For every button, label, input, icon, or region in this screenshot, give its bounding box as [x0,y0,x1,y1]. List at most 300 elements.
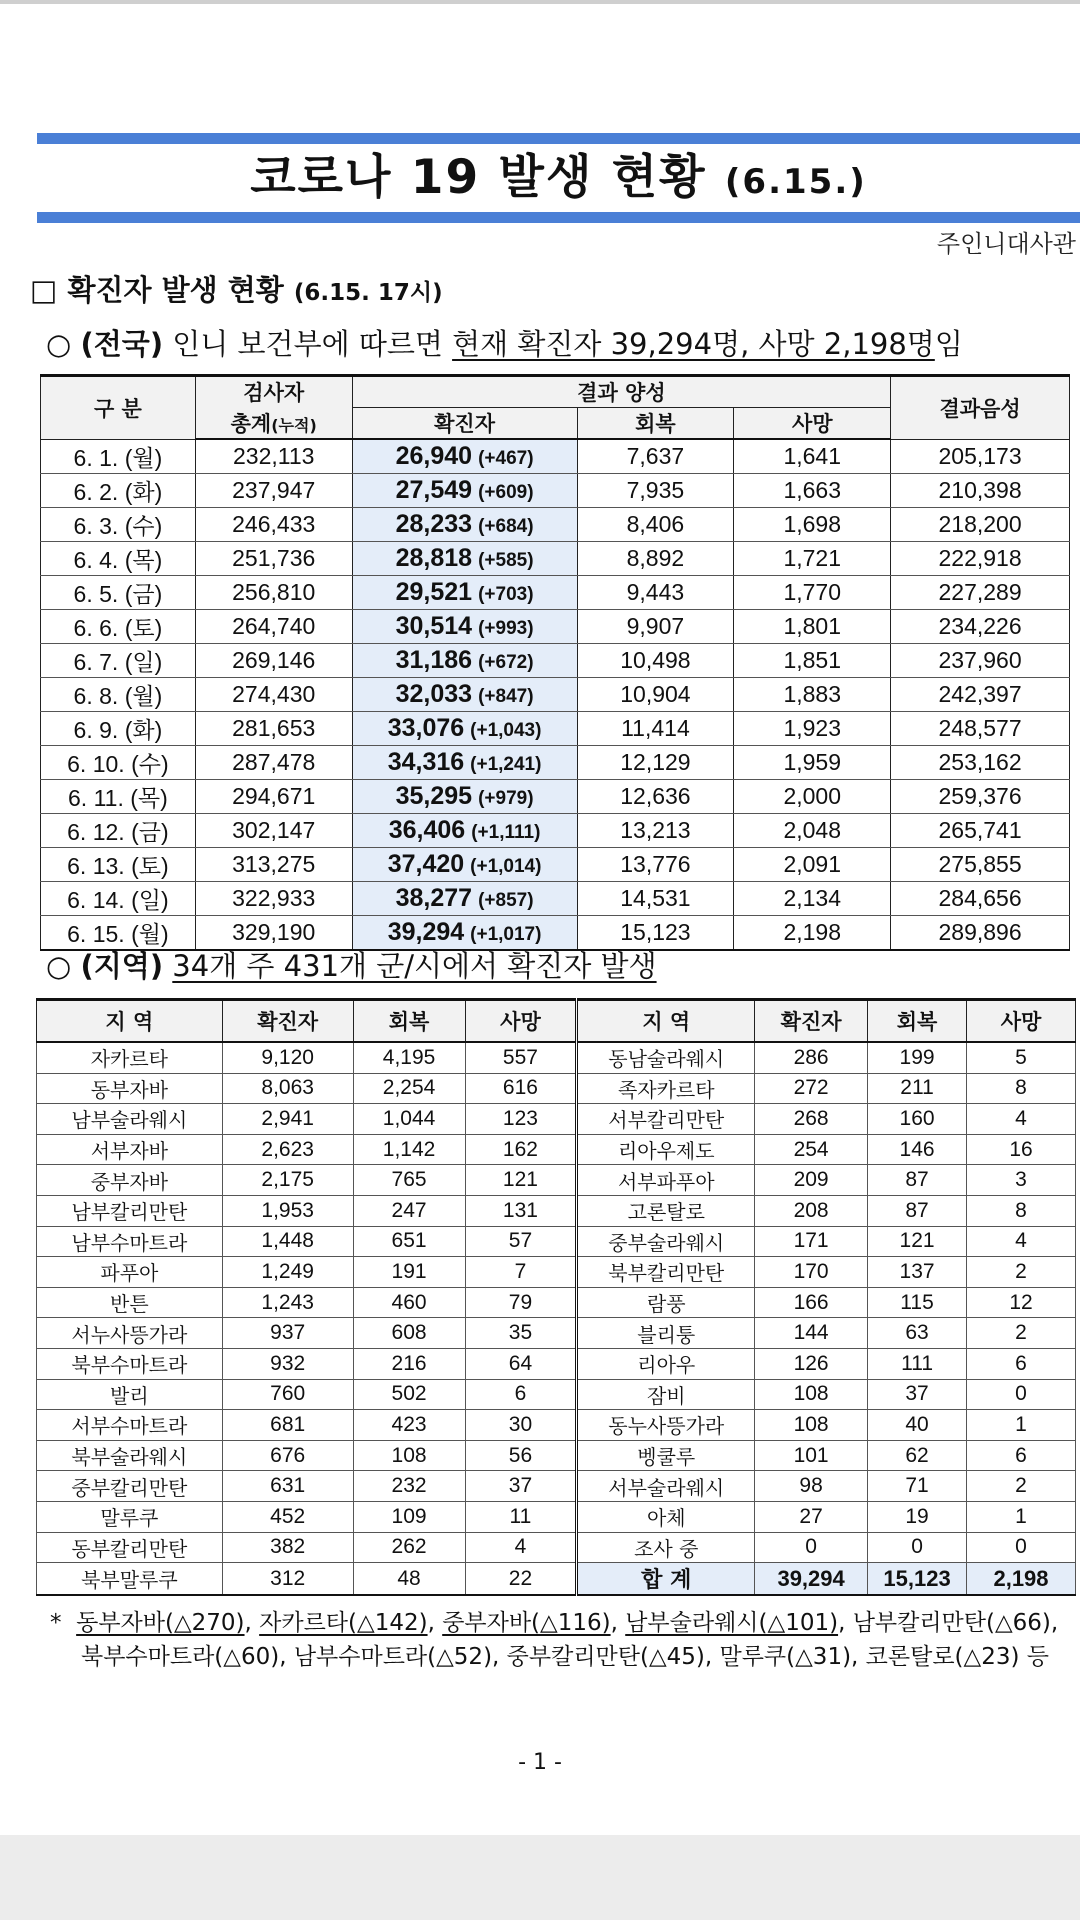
regional-table [36,998,1076,1596]
row-recovered: 13,213 [577,813,734,847]
confirmed-total: 37,420 [387,849,465,878]
row-deaths: 1,801 [734,609,891,643]
confirmed-total: 26,940 [395,441,473,470]
row-tests: 237,947 [195,473,352,507]
confirmed-delta: (+467) [478,447,534,469]
confirmed-delta: (+1,241) [470,753,542,775]
row-deaths: 1,641 [734,439,891,473]
row-deaths: 1,721 [734,541,891,575]
regional-label: (지역) [80,949,164,983]
row-recovered: 7,935 [577,473,734,507]
cell-right-region: 북부칼리만탄 [577,1257,755,1288]
confirmed-delta: (+1,111) [471,821,541,843]
cell-right-confirmed: 171 [755,1226,868,1257]
row-confirmed [352,541,577,575]
cell-left-confirmed: 1,243 [222,1287,353,1318]
cell-left-recovered: 460 [353,1287,465,1318]
cell-right-deaths: 4 [967,1104,1076,1135]
cell-right-recovered: 37 [868,1379,967,1410]
cell-left-confirmed: 452 [222,1501,353,1532]
row-confirmed [352,813,577,847]
confirmed-total: 30,514 [395,611,473,640]
footnote-item: 남부칼리만탄(△66), [852,1610,1059,1636]
row-confirmed [352,881,577,915]
cell-right-recovered: 63 [868,1318,967,1349]
confirmed-total: 27,549 [395,475,473,504]
cell-left-deaths: 6 [465,1379,577,1410]
row-negative: 259,376 [891,779,1070,813]
row-tests: 329,190 [195,915,352,950]
cell-left-deaths: 79 [465,1287,577,1318]
cell-left-confirmed: 9,120 [222,1042,353,1073]
cell-right-confirmed: 0 [755,1532,868,1563]
table-row [37,1440,1076,1471]
confirmed-total: 28,233 [395,509,473,538]
table-row [41,439,1070,473]
cell-left-recovered: 608 [353,1318,465,1349]
row-confirmed [352,847,577,881]
cell-left-confirmed: 2,175 [222,1165,353,1196]
table-row [37,1318,1076,1349]
cell-left-region: 동부자바 [37,1073,223,1104]
cell-right-confirmed: 254 [755,1134,868,1165]
cell-left-region: 북부수마트라 [37,1348,223,1379]
row-date: 6. 12. (금) [41,813,196,847]
cell-left-recovered: 109 [353,1501,465,1532]
row-recovered: 15,123 [577,915,734,950]
cell-left-deaths: 123 [465,1104,577,1135]
header-recovered-right: 회복 [868,1000,967,1043]
confirmed-delta: (+1,017) [470,923,542,945]
cell-left-deaths: 121 [465,1165,577,1196]
row-recovered: 11,414 [577,711,734,745]
cell-left-region: 반튼 [37,1287,223,1318]
cell-left-recovered: 651 [353,1226,465,1257]
header-tests-sub-a: 총계 [230,411,272,436]
cell-right-deaths: 6 [967,1440,1076,1471]
row-confirmed [352,779,577,813]
table-row [37,1287,1076,1318]
footnote-item: 동부자바(△270) [76,1610,245,1636]
row-date: 6. 10. (수) [41,745,196,779]
footnote-star: * [50,1610,62,1636]
row-date: 6. 5. (금) [41,575,196,609]
row-date: 6. 8. (월) [41,677,196,711]
row-tests: 264,740 [195,609,352,643]
row-tests: 294,671 [195,779,352,813]
cell-right-region: 동누사뜽가라 [577,1410,755,1441]
table-row [37,1501,1076,1532]
row-date: 6. 14. (일) [41,881,196,915]
title-band [37,133,1080,223]
table-row [37,1379,1076,1410]
cell-right-deaths: 16 [967,1134,1076,1165]
confirmed-total: 38,277 [395,883,473,912]
row-confirmed [352,575,577,609]
row-date: 6. 1. (월) [41,439,196,473]
cell-right-recovered: 40 [868,1410,967,1441]
row-date: 6. 9. (화) [41,711,196,745]
cell-left-deaths: 56 [465,1440,577,1471]
cell-right-confirmed: 144 [755,1318,868,1349]
cell-left-region: 중부자바 [37,1165,223,1196]
cell-left-recovered: 2,254 [353,1073,465,1104]
table-row [41,813,1070,847]
row-confirmed [352,643,577,677]
row-tests: 322,933 [195,881,352,915]
cell-left-region: 자카르타 [37,1042,223,1073]
cell-right-region: 합 계 [577,1563,755,1596]
confirmed-total: 29,521 [395,577,473,606]
header-confirmed-left: 확진자 [222,1000,353,1043]
footnote-item: 중부자바(△116) [442,1610,611,1636]
confirmed-delta: (+609) [478,481,534,503]
cell-left-deaths: 131 [465,1195,577,1226]
cell-left-region: 서부수마트라 [37,1410,223,1441]
row-tests: 256,810 [195,575,352,609]
cell-right-deaths: 12 [967,1287,1076,1318]
cell-right-recovered: 137 [868,1257,967,1288]
cell-left-confirmed: 382 [222,1532,353,1563]
row-recovered: 8,892 [577,541,734,575]
cell-left-recovered: 247 [353,1195,465,1226]
row-tests: 232,113 [195,439,352,473]
table-row [37,1226,1076,1257]
confirmed-delta: (+684) [478,515,534,537]
row-deaths: 2,198 [734,915,891,950]
title-date: (6.15.) [724,162,867,202]
row-negative: 227,289 [891,575,1070,609]
row-tests: 246,433 [195,507,352,541]
row-date: 6. 7. (일) [41,643,196,677]
cell-left-region: 서부자바 [37,1134,223,1165]
row-tests: 313,275 [195,847,352,881]
cell-right-confirmed: 101 [755,1440,868,1471]
cell-left-recovered: 48 [353,1563,465,1596]
row-negative: 210,398 [891,473,1070,507]
row-tests: 281,653 [195,711,352,745]
cell-right-deaths: 3 [967,1165,1076,1196]
row-deaths: 1,663 [734,473,891,507]
cell-left-recovered: 423 [353,1410,465,1441]
row-date: 6. 6. (토) [41,609,196,643]
table-row [41,711,1070,745]
cell-left-confirmed: 676 [222,1440,353,1471]
cell-right-region: 잠비 [577,1379,755,1410]
cell-left-deaths: 616 [465,1073,577,1104]
cell-right-confirmed: 286 [755,1042,868,1073]
cell-right-recovered: 146 [868,1134,967,1165]
confirmed-total: 32,033 [395,679,473,708]
row-recovered: 14,531 [577,881,734,915]
cell-right-region: 고론탈로 [577,1195,755,1226]
cell-left-confirmed: 312 [222,1563,353,1596]
header-negative: 결과음성 [891,376,1070,440]
cell-right-region: 서부칼리만탄 [577,1104,755,1135]
national-label: (전국) [80,327,164,361]
cell-right-confirmed: 39,294 [755,1563,868,1596]
cell-right-confirmed: 108 [755,1379,868,1410]
cell-left-region: 파푸아 [37,1257,223,1288]
header-tests: 검사자 [195,376,352,408]
cell-right-confirmed: 166 [755,1287,868,1318]
row-deaths: 1,923 [734,711,891,745]
confirmed-delta: (+847) [478,685,534,707]
national-text: 인니 보건부에 따르면 [172,327,443,361]
row-date: 6. 2. (화) [41,473,196,507]
cell-left-confirmed: 631 [222,1471,353,1502]
confirmed-total: 35,295 [395,781,473,810]
cell-right-region: 동남술라웨시 [577,1042,755,1073]
cell-right-region: 족자카르타 [577,1073,755,1104]
regional-text: 34개 주 431개 군/시에서 확진자 발생 [172,949,657,983]
row-confirmed [352,609,577,643]
row-negative: 218,200 [891,507,1070,541]
footnote-item: 자카르타(△142) [259,1610,428,1636]
cell-left-region: 발리 [37,1379,223,1410]
row-negative: 289,896 [891,915,1070,950]
row-confirmed [352,507,577,541]
confirmed-total: 31,186 [395,645,473,674]
cell-left-confirmed: 681 [222,1410,353,1441]
cell-left-recovered: 216 [353,1348,465,1379]
table-row [41,507,1070,541]
cell-right-recovered: 160 [868,1104,967,1135]
circle-icon: ○ [46,949,72,983]
cell-right-region: 중부술라웨시 [577,1226,755,1257]
cell-left-deaths: 557 [465,1042,577,1073]
row-deaths: 1,698 [734,507,891,541]
table-row [41,881,1070,915]
top-border [0,0,1080,4]
cell-left-recovered: 191 [353,1257,465,1288]
table-row [41,779,1070,813]
row-negative: 205,173 [891,439,1070,473]
cell-right-region: 블리퉁 [577,1318,755,1349]
header-confirmed-right: 확진자 [755,1000,868,1043]
cell-left-confirmed: 2,623 [222,1134,353,1165]
confirmed-total: 33,076 [387,713,465,742]
table-row [37,1104,1076,1135]
page-title [37,144,1080,212]
cell-left-deaths: 37 [465,1471,577,1502]
national-table [40,374,1070,951]
cell-left-confirmed: 8,063 [222,1073,353,1104]
row-recovered: 8,406 [577,507,734,541]
confirmed-total: 28,818 [395,543,473,572]
row-confirmed [352,473,577,507]
confirmed-total: 36,406 [388,815,466,844]
row-deaths: 2,134 [734,881,891,915]
cell-right-confirmed: 268 [755,1104,868,1135]
row-negative: 242,397 [891,677,1070,711]
table-row [37,1257,1076,1288]
cell-right-confirmed: 272 [755,1073,868,1104]
table-row [37,1532,1076,1563]
cell-right-recovered: 19 [868,1501,967,1532]
cell-right-deaths: 8 [967,1195,1076,1226]
table-row [37,1410,1076,1441]
cell-left-confirmed: 1,953 [222,1195,353,1226]
title-band-bottom [37,212,1080,223]
cell-left-deaths: 57 [465,1226,577,1257]
confirmed-delta: (+979) [478,787,534,809]
cell-right-region: 서부술라웨시 [577,1471,755,1502]
cell-right-region: 서부파푸아 [577,1165,755,1196]
row-tests: 251,736 [195,541,352,575]
row-recovered: 9,443 [577,575,734,609]
header-recovered-left: 회복 [353,1000,465,1043]
cell-left-region: 중부칼리만탄 [37,1471,223,1502]
footnote-line-1: * 동부자바(△270), 자카르타(△142), 중부자바(△116), 남부술라웨시(△101), 남부칼리만탄(△66), [50,1610,1059,1636]
row-date: 6. 13. (토) [41,847,196,881]
cell-left-region: 남부칼리만탄 [37,1195,223,1226]
confirmed-total: 39,294 [387,917,465,946]
confirmed-total: 34,316 [387,747,465,776]
header-positive: 결과 양성 [352,376,891,408]
header-deaths-left: 사망 [465,1000,577,1043]
row-confirmed [352,745,577,779]
row-tests: 302,147 [195,813,352,847]
cell-right-deaths: 4 [967,1226,1076,1257]
cell-left-recovered: 262 [353,1532,465,1563]
cell-left-recovered: 4,195 [353,1042,465,1073]
cell-right-deaths: 1 [967,1501,1076,1532]
row-recovered: 13,776 [577,847,734,881]
header-confirmed: 확진자 [352,408,577,440]
cell-left-recovered: 108 [353,1440,465,1471]
cell-right-deaths: 2 [967,1318,1076,1349]
cell-left-region: 서누사뜽가라 [37,1318,223,1349]
row-tests: 269,146 [195,643,352,677]
row-negative: 275,855 [891,847,1070,881]
cell-right-recovered: 15,123 [868,1563,967,1596]
cell-right-recovered: 0 [868,1532,967,1563]
cell-left-deaths: 64 [465,1348,577,1379]
cell-left-region: 북부술라웨시 [37,1440,223,1471]
cell-right-deaths: 6 [967,1348,1076,1379]
cell-left-confirmed: 760 [222,1379,353,1410]
table-row [41,745,1070,779]
header-recovered: 회복 [577,408,734,440]
cell-right-deaths: 8 [967,1073,1076,1104]
table-row [37,1042,1076,1073]
national-highlight: 현재 확진자 39,294명, 사망 2,198명 [452,327,935,361]
confirmed-delta: (+585) [478,549,534,571]
row-deaths: 1,770 [734,575,891,609]
cell-right-confirmed: 126 [755,1348,868,1379]
section-label: 확진자 발생 현황 [67,273,284,307]
cell-left-recovered: 232 [353,1471,465,1502]
header-category: 구 분 [41,376,196,440]
row-deaths: 2,091 [734,847,891,881]
row-negative: 234,226 [891,609,1070,643]
header-tests-sub [195,408,352,440]
table-row [37,1073,1076,1104]
cell-left-recovered: 502 [353,1379,465,1410]
cell-right-deaths: 0 [967,1532,1076,1563]
row-negative: 253,162 [891,745,1070,779]
cell-right-region: 아체 [577,1501,755,1532]
row-recovered: 10,904 [577,677,734,711]
row-recovered: 12,129 [577,745,734,779]
table-row [41,473,1070,507]
row-deaths: 2,000 [734,779,891,813]
cell-right-recovered: 199 [868,1042,967,1073]
confirmed-delta: (+1,043) [470,719,542,741]
title-band-top [37,133,1080,144]
title-main: 코로나 19 발생 현황 [250,150,707,205]
cell-left-confirmed: 1,448 [222,1226,353,1257]
cell-left-recovered: 1,142 [353,1134,465,1165]
national-tail: 임 [934,327,963,361]
row-deaths: 2,048 [734,813,891,847]
row-deaths: 1,959 [734,745,891,779]
header-deaths: 사망 [734,408,891,440]
row-tests: 287,478 [195,745,352,779]
regional-summary [46,944,657,985]
table-row [37,1348,1076,1379]
confirmed-delta: (+1,014) [470,855,542,877]
circle-icon: ○ [46,327,72,361]
row-confirmed [352,711,577,745]
cell-right-recovered: 211 [868,1073,967,1104]
national-summary [46,322,963,363]
cell-right-region: 벵쿨루 [577,1440,755,1471]
cell-left-region: 남부술라웨시 [37,1104,223,1135]
row-deaths: 1,851 [734,643,891,677]
cell-right-recovered: 87 [868,1195,967,1226]
cell-left-deaths: 22 [465,1563,577,1596]
cell-right-recovered: 62 [868,1440,967,1471]
cell-left-confirmed: 937 [222,1318,353,1349]
cell-right-confirmed: 27 [755,1501,868,1532]
table-row [41,575,1070,609]
page-number: - 1 - [518,1750,562,1775]
table-row [37,1471,1076,1502]
cell-left-deaths: 4 [465,1532,577,1563]
confirmed-delta: (+672) [478,651,534,673]
row-recovered: 10,498 [577,643,734,677]
cell-right-region: 리아우제도 [577,1134,755,1165]
cell-right-deaths: 2,198 [967,1563,1076,1596]
cell-left-confirmed: 2,941 [222,1104,353,1135]
cell-right-region: 조사 중 [577,1532,755,1563]
table-row [41,677,1070,711]
cell-right-deaths: 1 [967,1410,1076,1441]
header-region-left: 지 역 [37,1000,223,1043]
row-date: 6. 3. (수) [41,507,196,541]
cell-right-confirmed: 170 [755,1257,868,1288]
table-row [37,1165,1076,1196]
cell-left-deaths: 11 [465,1501,577,1532]
row-confirmed [352,677,577,711]
table-row [41,541,1070,575]
cell-right-deaths: 0 [967,1379,1076,1410]
cell-right-region: 람풍 [577,1287,755,1318]
cell-left-recovered: 1,044 [353,1104,465,1135]
cell-left-deaths: 162 [465,1134,577,1165]
section-heading [30,268,443,309]
row-negative: 222,918 [891,541,1070,575]
row-tests: 274,430 [195,677,352,711]
row-recovered: 7,637 [577,439,734,473]
cell-left-region: 남부수마트라 [37,1226,223,1257]
cell-right-region: 리아우 [577,1348,755,1379]
checkbox-icon: □ [30,273,58,307]
cell-right-deaths: 2 [967,1471,1076,1502]
cell-right-recovered: 71 [868,1471,967,1502]
